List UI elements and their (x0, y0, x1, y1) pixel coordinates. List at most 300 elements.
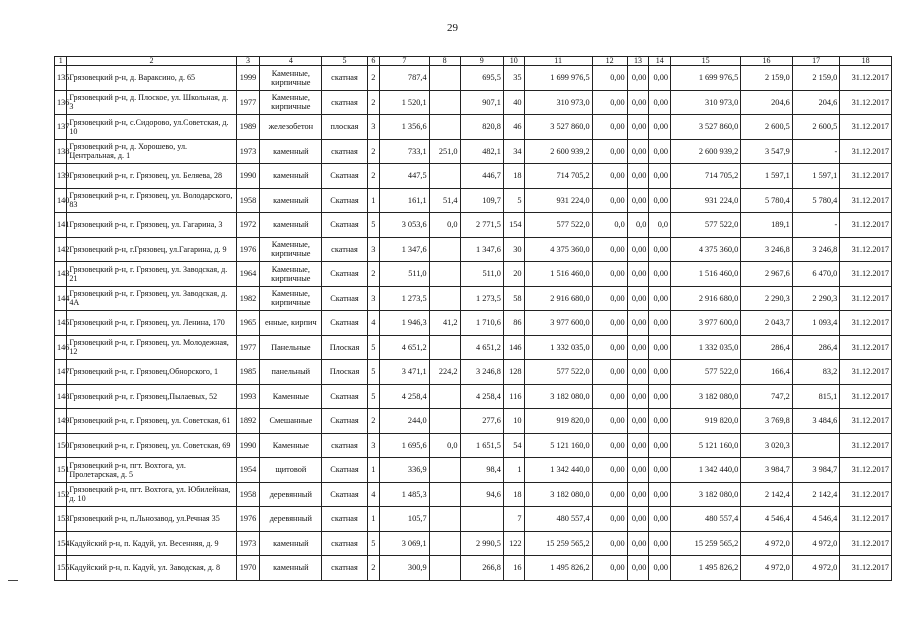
cell-federal-funds: 0,00 (592, 360, 627, 385)
cell-limit-cost: 2 159,0 (792, 66, 839, 91)
cell-address: Грязовецкий р-н, г. Грязовец,Пылаевых, 52 (67, 384, 236, 409)
cell-floors: 2 (367, 409, 379, 434)
cell-address: Грязовецкий р-н, г.Грязовец, ул.Гагарина, д. 9 (67, 237, 236, 262)
cell-total-area: 105,7 (380, 507, 430, 532)
table-row (55, 458, 892, 483)
cell-roof-type: Плоская (322, 360, 367, 385)
cell-build-year: 1976 (236, 507, 260, 532)
cell-limit-cost: - (792, 139, 839, 164)
cell-residential-area: 907,1 (460, 90, 503, 115)
cell-owner-funds: 4 375 360,0 (671, 237, 741, 262)
cell-federal-funds: 0,0 (592, 213, 627, 238)
cell-address: Грязовецкий р-н, г. Грязовец, ул. Беляева, 28 (67, 164, 236, 189)
cell-floors: 4 (367, 482, 379, 507)
page-number: 29 (447, 22, 458, 34)
cell-local-funds: 0,00 (649, 90, 671, 115)
cell-limit-cost: - (792, 213, 839, 238)
margin-tick (8, 580, 18, 581)
cell-address: Грязовецкий р-н, г. Грязовец, ул. Заводская, д. 4А (67, 286, 236, 311)
cell-wall-material: Смешанные (260, 409, 322, 434)
cell-roof-type: плоская (322, 115, 367, 140)
cell-owner-funds: 1 516 460,0 (671, 262, 741, 287)
cell-total-area: 447,5 (380, 164, 430, 189)
cell-total-area: 3 471,1 (380, 360, 430, 385)
cell-residential-area (460, 507, 503, 532)
cell-regional-funds: 0,00 (627, 531, 649, 556)
cell-total-area: 161,1 (380, 188, 430, 213)
cell-row-number: 143 (55, 262, 67, 287)
cell-build-year: 1976 (236, 237, 260, 262)
cell-cost-total: 310 973,0 (524, 90, 592, 115)
cell-floors: 5 (367, 360, 379, 385)
cell-cost-total: 1 342 440,0 (524, 458, 592, 483)
cell-owner-funds: 2 916 680,0 (671, 286, 741, 311)
cell-nonresidential-area (429, 237, 460, 262)
cell-local-funds: 0,00 (649, 139, 671, 164)
cell-owner-funds: 3 182 080,0 (671, 384, 741, 409)
cell-regional-funds: 0,00 (627, 66, 649, 91)
cell-build-year: 1964 (236, 262, 260, 287)
cell-local-funds: 0,0 (649, 213, 671, 238)
cell-wall-material: деревянный (260, 507, 322, 532)
cell-row-number: 146 (55, 335, 67, 360)
cell-federal-funds: 0,00 (592, 335, 627, 360)
column-header-wall-material: 4 (260, 57, 322, 66)
cell-residential-area: 94,6 (460, 482, 503, 507)
cell-cost-total: 919 820,0 (524, 409, 592, 434)
cell-residents: 58 (503, 286, 524, 311)
cell-regional-funds: 0,00 (627, 482, 649, 507)
cell-owner-funds: 2 600 939,2 (671, 139, 741, 164)
cell-regional-funds: 0,00 (627, 433, 649, 458)
cell-floors: 2 (367, 90, 379, 115)
cell-residential-area: 1 710,6 (460, 311, 503, 336)
cell-specific-cost: 2 290,3 (741, 286, 793, 311)
cell-row-number: 140 (55, 188, 67, 213)
cell-owner-funds: 931 224,0 (671, 188, 741, 213)
cell-federal-funds: 0,00 (592, 164, 627, 189)
cell-address: Грязовецкий р-н, д. Плоское, ул. Школьная, д. 3 (67, 90, 236, 115)
cell-federal-funds: 0,00 (592, 482, 627, 507)
cell-floors: 1 (367, 188, 379, 213)
table-row (55, 164, 892, 189)
cell-specific-cost: 4 546,4 (741, 507, 793, 532)
cell-floors: 3 (367, 286, 379, 311)
table-row (55, 213, 892, 238)
cell-local-funds: 0,00 (649, 262, 671, 287)
cell-owner-funds: 577 522,0 (671, 213, 741, 238)
cell-regional-funds: 0,00 (627, 384, 649, 409)
table-row (55, 66, 892, 91)
cell-roof-type: Скатная (322, 311, 367, 336)
cell-regional-funds: 0,00 (627, 458, 649, 483)
cell-row-number: 151 (55, 458, 67, 483)
cell-residents: 7 (503, 507, 524, 532)
cell-completion-date: 31.12.2017 (840, 188, 892, 213)
cell-regional-funds: 0,00 (627, 311, 649, 336)
cell-wall-material: Каменные, кирпичные (260, 90, 322, 115)
column-header-residents: 10 (503, 57, 524, 66)
cell-federal-funds: 0,00 (592, 286, 627, 311)
cell-completion-date: 31.12.2017 (840, 384, 892, 409)
cell-cost-total: 3 527 860,0 (524, 115, 592, 140)
cell-residential-area: 1 651,5 (460, 433, 503, 458)
cell-residents: 35 (503, 66, 524, 91)
cell-build-year: 1993 (236, 384, 260, 409)
cell-total-area: 3 053,6 (380, 213, 430, 238)
cell-regional-funds: 0,00 (627, 90, 649, 115)
cell-owner-funds: 5 121 160,0 (671, 433, 741, 458)
cell-cost-total: 2 916 680,0 (524, 286, 592, 311)
cell-specific-cost: 4 972,0 (741, 531, 793, 556)
cell-roof-type: Скатная (322, 213, 367, 238)
cell-residential-area: 695,5 (460, 66, 503, 91)
cell-wall-material: енные, кирпич (260, 311, 322, 336)
cell-floors: 5 (367, 213, 379, 238)
cell-build-year: 1965 (236, 311, 260, 336)
housing-register-table (54, 56, 892, 581)
cell-local-funds: 0,00 (649, 115, 671, 140)
cell-floors: 3 (367, 433, 379, 458)
cell-total-area: 1 485,3 (380, 482, 430, 507)
cell-local-funds: 0,00 (649, 311, 671, 336)
cell-row-number: 139 (55, 164, 67, 189)
cell-residential-area: 2 990,5 (460, 531, 503, 556)
cell-residential-area: 2 771,5 (460, 213, 503, 238)
cell-federal-funds: 0,00 (592, 384, 627, 409)
cell-specific-cost: 2 159,0 (741, 66, 793, 91)
column-header-address: 2 (67, 57, 236, 66)
cell-address: Грязовецкий р-н, г. Грязовец, ул. Ленина, 170 (67, 311, 236, 336)
column-header-local-funds: 14 (649, 57, 671, 66)
cell-limit-cost: 4 546,4 (792, 507, 839, 532)
cell-federal-funds: 0,00 (592, 90, 627, 115)
cell-federal-funds: 0,00 (592, 139, 627, 164)
cell-residents: 54 (503, 433, 524, 458)
column-header-completion-date: 18 (840, 57, 892, 66)
cell-owner-funds: 15 259 565,2 (671, 531, 741, 556)
cell-specific-cost: 2 043,7 (741, 311, 793, 336)
cell-wall-material: Панельные (260, 335, 322, 360)
column-header-federal-funds: 12 (592, 57, 627, 66)
cell-row-number: 150 (55, 433, 67, 458)
table-row (55, 139, 892, 164)
cell-roof-type: Плоская (322, 335, 367, 360)
cell-owner-funds: 919 820,0 (671, 409, 741, 434)
table-row (55, 507, 892, 532)
cell-local-funds: 0,00 (649, 360, 671, 385)
cell-nonresidential-area: 0,0 (429, 433, 460, 458)
column-header-specific-cost: 16 (741, 57, 793, 66)
cell-owner-funds: 3 182 080,0 (671, 482, 741, 507)
cell-cost-total: 577 522,0 (524, 213, 592, 238)
table-row (55, 433, 892, 458)
cell-build-year: 1892 (236, 409, 260, 434)
cell-wall-material: каменный (260, 139, 322, 164)
cell-limit-cost: 3 246,8 (792, 237, 839, 262)
cell-federal-funds: 0,00 (592, 433, 627, 458)
cell-wall-material: Каменные, кирпичные (260, 66, 322, 91)
cell-limit-cost: 286,4 (792, 335, 839, 360)
table-row (55, 311, 892, 336)
cell-completion-date: 31.12.2017 (840, 262, 892, 287)
cell-total-area: 1 273,5 (380, 286, 430, 311)
table-row (55, 90, 892, 115)
cell-limit-cost (792, 433, 839, 458)
cell-residential-area: 3 246,8 (460, 360, 503, 385)
cell-floors: 4 (367, 311, 379, 336)
cell-cost-total: 1 516 460,0 (524, 262, 592, 287)
cell-limit-cost: 1 597,1 (792, 164, 839, 189)
cell-nonresidential-area: 51,4 (429, 188, 460, 213)
cell-regional-funds: 0,00 (627, 164, 649, 189)
cell-nonresidential-area: 41,2 (429, 311, 460, 336)
cell-total-area: 511,0 (380, 262, 430, 287)
cell-residents: 10 (503, 409, 524, 434)
cell-owner-funds: 577 522,0 (671, 360, 741, 385)
cell-cost-total: 1 495 826,2 (524, 556, 592, 581)
cell-row-number: 145 (55, 311, 67, 336)
cell-row-number: 137 (55, 115, 67, 140)
cell-address: Кадуйский р-н, п. Кадуй, ул. Весенняя, д. 9 (67, 531, 236, 556)
cell-limit-cost: 4 972,0 (792, 531, 839, 556)
cell-floors: 1 (367, 507, 379, 532)
cell-address: Грязовецкий р-н, г. Грязовец,Обнорского, 1 (67, 360, 236, 385)
cell-residential-area: 4 651,2 (460, 335, 503, 360)
cell-owner-funds: 1 342 440,0 (671, 458, 741, 483)
cell-nonresidential-area (429, 286, 460, 311)
cell-owner-funds: 1 699 976,5 (671, 66, 741, 91)
cell-roof-type: скатная (322, 90, 367, 115)
column-header-row-number: 1 (55, 57, 67, 66)
cell-cost-total: 1 699 976,5 (524, 66, 592, 91)
cell-completion-date: 31.12.2017 (840, 482, 892, 507)
table-row (55, 188, 892, 213)
cell-roof-type: Скатная (322, 482, 367, 507)
cell-nonresidential-area (429, 507, 460, 532)
cell-local-funds: 0,00 (649, 286, 671, 311)
cell-roof-type: скатная (322, 556, 367, 581)
cell-cost-total: 714 705,2 (524, 164, 592, 189)
table-row (55, 409, 892, 434)
cell-wall-material: каменный (260, 531, 322, 556)
column-header-total-area: 7 (380, 57, 430, 66)
cell-residential-area: 482,1 (460, 139, 503, 164)
table-row (55, 286, 892, 311)
cell-build-year: 1973 (236, 531, 260, 556)
cell-row-number: 153 (55, 507, 67, 532)
cell-cost-total: 3 182 080,0 (524, 482, 592, 507)
cell-residents: 116 (503, 384, 524, 409)
cell-build-year: 1999 (236, 66, 260, 91)
cell-address: Грязовецкий р-н, д. Вараксино, д. 65 (67, 66, 236, 91)
cell-limit-cost: 6 470,0 (792, 262, 839, 287)
cell-federal-funds: 0,00 (592, 311, 627, 336)
cell-nonresidential-area (429, 409, 460, 434)
cell-completion-date: 31.12.2017 (840, 90, 892, 115)
column-header-owner-funds: 15 (671, 57, 741, 66)
cell-row-number: 148 (55, 384, 67, 409)
cell-completion-date: 31.12.2017 (840, 164, 892, 189)
column-header-residential-area: 9 (460, 57, 503, 66)
cell-wall-material: щитовой (260, 458, 322, 483)
cell-row-number: 138 (55, 139, 67, 164)
cell-specific-cost: 3 246,8 (741, 237, 793, 262)
cell-regional-funds: 0,00 (627, 115, 649, 140)
cell-cost-total: 3 182 080,0 (524, 384, 592, 409)
cell-floors: 2 (367, 66, 379, 91)
cell-nonresidential-area (429, 262, 460, 287)
cell-row-number: 142 (55, 237, 67, 262)
table-row (55, 531, 892, 556)
cell-specific-cost: 286,4 (741, 335, 793, 360)
cell-roof-type: скатная (322, 507, 367, 532)
cell-specific-cost: 3 547,9 (741, 139, 793, 164)
cell-cost-total: 931 224,0 (524, 188, 592, 213)
cell-total-area: 4 651,2 (380, 335, 430, 360)
cell-roof-type: Скатная (322, 409, 367, 434)
cell-cost-total: 15 259 565,2 (524, 531, 592, 556)
cell-federal-funds: 0,00 (592, 237, 627, 262)
cell-completion-date: 31.12.2017 (840, 213, 892, 238)
cell-specific-cost: 3 020,3 (741, 433, 793, 458)
cell-regional-funds: 0,00 (627, 507, 649, 532)
table-row (55, 384, 892, 409)
cell-total-area: 1 695,6 (380, 433, 430, 458)
table-row (55, 556, 892, 581)
cell-row-number: 141 (55, 213, 67, 238)
cell-local-funds: 0,00 (649, 164, 671, 189)
cell-address: Грязовецкий р-н, п.Льнозавод, ул.Речная 35 (67, 507, 236, 532)
cell-regional-funds: 0,00 (627, 139, 649, 164)
cell-regional-funds: 0,00 (627, 335, 649, 360)
cell-completion-date: 31.12.2017 (840, 531, 892, 556)
cell-nonresidential-area (429, 90, 460, 115)
cell-wall-material: панельный (260, 360, 322, 385)
cell-completion-date: 31.12.2017 (840, 458, 892, 483)
cell-build-year: 1958 (236, 482, 260, 507)
cell-limit-cost: 1 093,4 (792, 311, 839, 336)
cell-nonresidential-area (429, 335, 460, 360)
cell-residential-area: 109,7 (460, 188, 503, 213)
cell-build-year: 1990 (236, 164, 260, 189)
cell-floors: 3 (367, 237, 379, 262)
cell-address: Грязовецкий р-н, г. Грязовец, ул. Советская, 61 (67, 409, 236, 434)
cell-cost-total: 5 121 160,0 (524, 433, 592, 458)
cell-build-year: 1985 (236, 360, 260, 385)
cell-roof-type: Скатная (322, 262, 367, 287)
cell-build-year: 1954 (236, 458, 260, 483)
cell-specific-cost: 4 972,0 (741, 556, 793, 581)
cell-cost-total: 3 977 600,0 (524, 311, 592, 336)
cell-residential-area: 820,8 (460, 115, 503, 140)
cell-wall-material: Каменные, кирпичные (260, 262, 322, 287)
table-row (55, 237, 892, 262)
cell-total-area: 1 347,6 (380, 237, 430, 262)
cell-row-number: 155 (55, 556, 67, 581)
cell-nonresidential-area (429, 384, 460, 409)
cell-residents: 20 (503, 262, 524, 287)
cell-regional-funds: 0,00 (627, 188, 649, 213)
cell-address: Грязовецкий р-н, г. Грязовец, ул. Заводская, д. 21 (67, 262, 236, 287)
cell-total-area: 1 946,3 (380, 311, 430, 336)
cell-wall-material: Каменные, кирпичные (260, 286, 322, 311)
cell-residents: 146 (503, 335, 524, 360)
cell-address: Грязовецкий р-н, г. Грязовец, ул. Молодежная, 12 (67, 335, 236, 360)
cell-limit-cost: 3 484,6 (792, 409, 839, 434)
cell-address: Грязовецкий р-н, г. Грязовец, ул. Советская, 69 (67, 433, 236, 458)
cell-build-year: 1990 (236, 433, 260, 458)
table-row (55, 482, 892, 507)
column-header-build-year: 3 (236, 57, 260, 66)
cell-federal-funds: 0,00 (592, 188, 627, 213)
cell-row-number: 147 (55, 360, 67, 385)
cell-federal-funds: 0,00 (592, 262, 627, 287)
cell-limit-cost: 815,1 (792, 384, 839, 409)
cell-residential-area: 277,6 (460, 409, 503, 434)
cell-nonresidential-area (429, 482, 460, 507)
cell-address: Грязовецкий р-н, г. Грязовец, ул. Гагарина, 3 (67, 213, 236, 238)
cell-specific-cost: 3 984,7 (741, 458, 793, 483)
cell-roof-type: Скатная (322, 188, 367, 213)
cell-residents: 86 (503, 311, 524, 336)
cell-residents: 30 (503, 237, 524, 262)
cell-owner-funds: 480 557,4 (671, 507, 741, 532)
cell-residential-area: 4 258,4 (460, 384, 503, 409)
cell-nonresidential-area (429, 115, 460, 140)
cell-total-area: 733,1 (380, 139, 430, 164)
cell-nonresidential-area (429, 66, 460, 91)
cell-cost-total: 4 375 360,0 (524, 237, 592, 262)
cell-local-funds: 0,00 (649, 409, 671, 434)
column-header-limit-cost: 17 (792, 57, 839, 66)
cell-owner-funds: 3 527 860,0 (671, 115, 741, 140)
cell-residents: 40 (503, 90, 524, 115)
cell-build-year: 1977 (236, 90, 260, 115)
cell-limit-cost: 5 780,4 (792, 188, 839, 213)
cell-cost-total: 480 557,4 (524, 507, 592, 532)
cell-total-area: 244,0 (380, 409, 430, 434)
cell-completion-date: 31.12.2017 (840, 556, 892, 581)
cell-floors: 5 (367, 531, 379, 556)
cell-limit-cost: 3 984,7 (792, 458, 839, 483)
cell-local-funds: 0,00 (649, 507, 671, 532)
cell-regional-funds: 0,0 (627, 213, 649, 238)
cell-nonresidential-area: 224,2 (429, 360, 460, 385)
cell-completion-date: 31.12.2017 (840, 139, 892, 164)
cell-residents: 122 (503, 531, 524, 556)
cell-regional-funds: 0,00 (627, 262, 649, 287)
cell-federal-funds: 0,00 (592, 458, 627, 483)
cell-residents: 34 (503, 139, 524, 164)
cell-roof-type: скатная (322, 433, 367, 458)
cell-local-funds: 0,00 (649, 556, 671, 581)
table-row (55, 115, 892, 140)
cell-roof-type: скатная (322, 531, 367, 556)
cell-total-area: 1 520,1 (380, 90, 430, 115)
cell-specific-cost: 5 780,4 (741, 188, 793, 213)
cell-total-area: 336,9 (380, 458, 430, 483)
cell-specific-cost: 166,4 (741, 360, 793, 385)
cell-roof-type: Скатная (322, 286, 367, 311)
cell-residents: 16 (503, 556, 524, 581)
cell-floors: 3 (367, 115, 379, 140)
cell-specific-cost: 2 967,6 (741, 262, 793, 287)
cell-completion-date: 31.12.2017 (840, 433, 892, 458)
cell-total-area: 4 258,4 (380, 384, 430, 409)
cell-nonresidential-area (429, 458, 460, 483)
cell-specific-cost: 189,1 (741, 213, 793, 238)
